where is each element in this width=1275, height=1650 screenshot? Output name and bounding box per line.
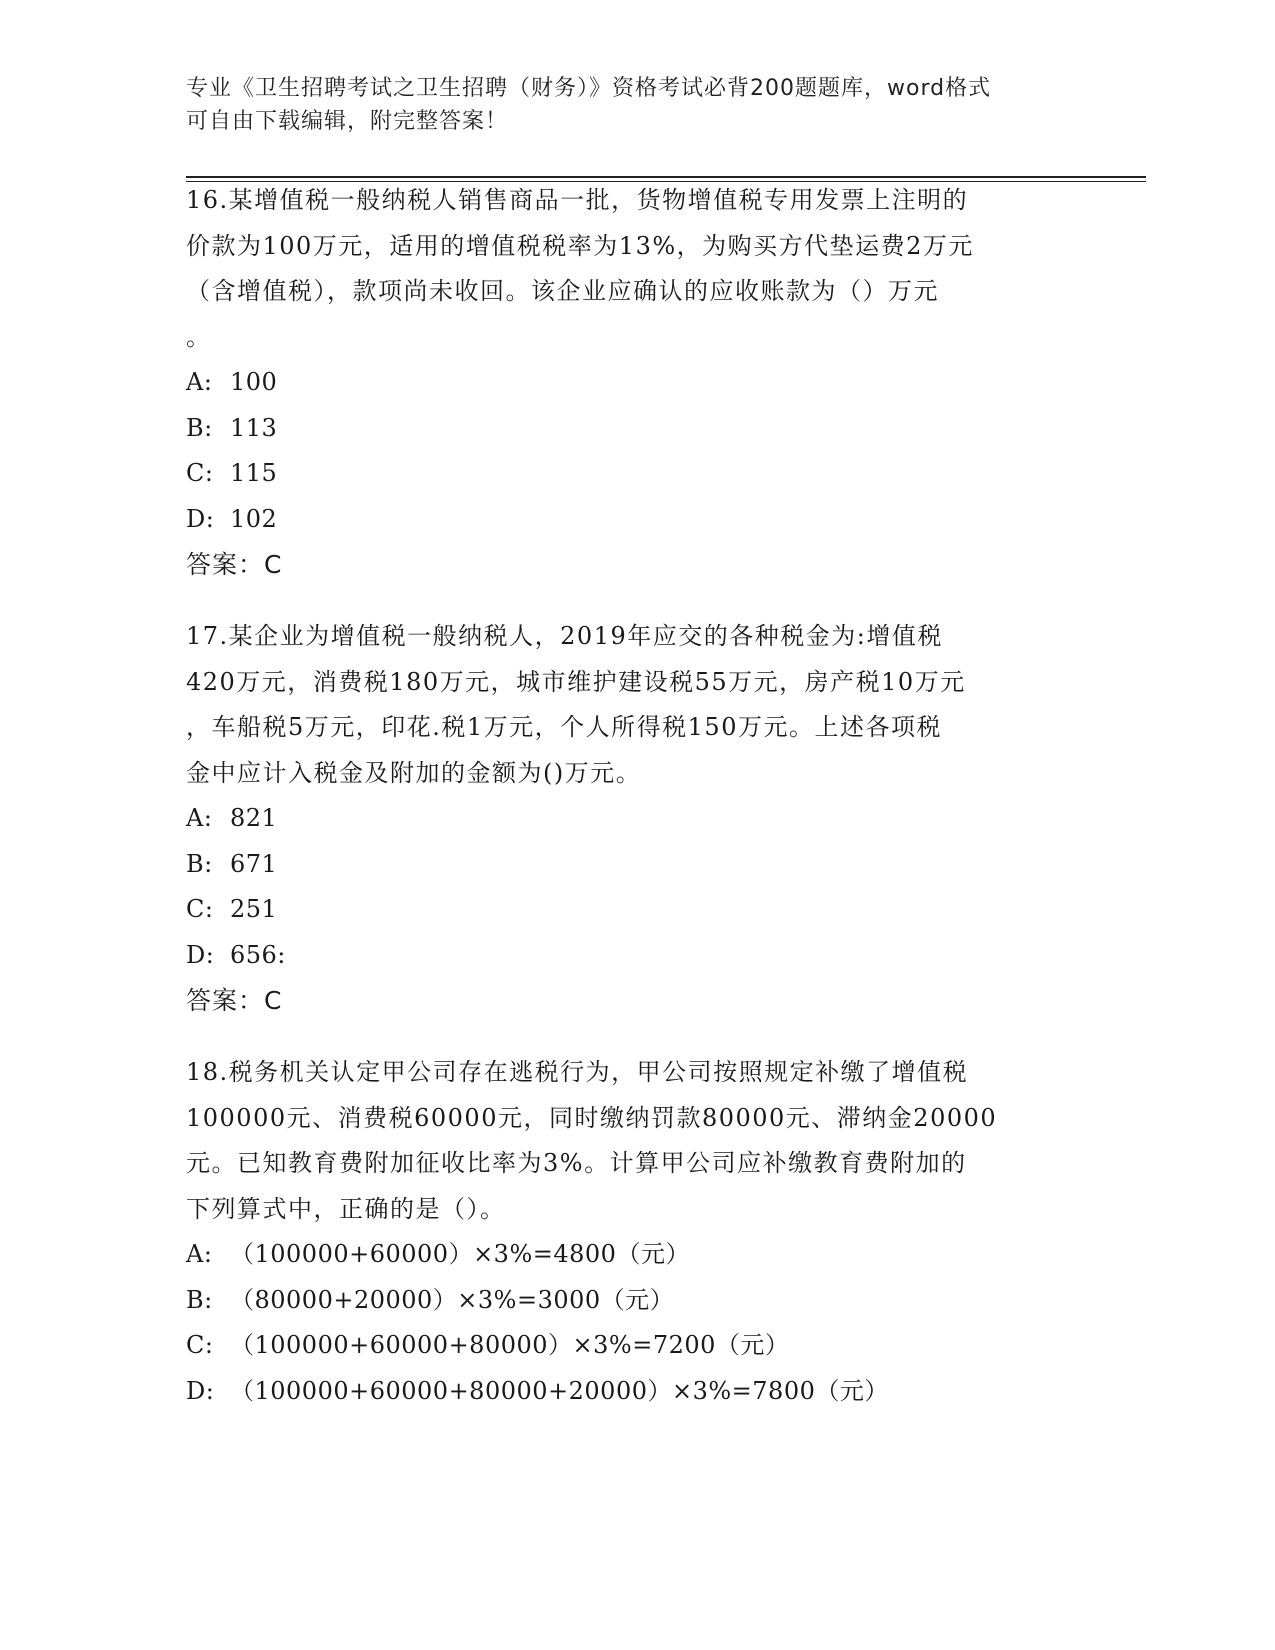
option-text: （100000+60000）×3%=4800（元） [230, 1240, 690, 1268]
option-text: （100000+60000+80000+20000）×3%=7800（元） [230, 1376, 889, 1405]
option-key: C: [186, 895, 214, 923]
stem-line: 100000元、消费税60000元，同时缴纳罚款80000元、滞纳金20000 [186, 1103, 998, 1132]
option-key: A: [186, 804, 213, 832]
option-key: B: [186, 849, 213, 878]
answer-line: 答案：C [186, 550, 283, 579]
stem-line: 下列算式中，正确的是（）。 [186, 1194, 506, 1223]
option-key: D: [186, 1376, 215, 1405]
header-line-2: 可自由下载编辑，附完整答案！ [186, 109, 509, 134]
question-stem [186, 1050, 1086, 1232]
document-header [186, 72, 1066, 138]
option-a [186, 1232, 1086, 1278]
option-d [186, 497, 1086, 543]
option-text: 671 [230, 849, 278, 878]
stem-line: 16.某增值税一般纳税人销售商品一批，货物增值税专用发票上注明的 [186, 186, 969, 214]
option-text: 113 [230, 413, 278, 442]
option-b [186, 842, 1086, 888]
option-c [186, 887, 1086, 933]
option-key: C: [186, 459, 214, 487]
option-d [186, 933, 1086, 979]
option-text: 656: [230, 940, 286, 969]
header-line-1: 专业《卫生招聘考试之卫生招聘（财务）》资格考试必背200题题库，word格式 [186, 76, 992, 101]
question-16 [186, 178, 1086, 588]
option-c [186, 1323, 1086, 1369]
option-b [186, 1278, 1086, 1324]
option-key: A: [186, 1240, 213, 1268]
question-18 [186, 1050, 1086, 1414]
option-key: B: [186, 413, 213, 442]
stem-line: 金中应计入税金及附加的金额为()万元。 [186, 758, 642, 787]
option-text: （100000+60000+80000）×3%=7200（元） [230, 1331, 790, 1359]
stem-line: 。 [186, 322, 212, 351]
stem-line: 18.税务机关认定甲公司存在逃税行为，甲公司按照规定补缴了增值税 [186, 1058, 969, 1086]
question-stem [186, 178, 1086, 360]
option-text: 102 [230, 504, 278, 533]
question-stem [186, 614, 1086, 796]
answer-line: 答案：C [186, 986, 283, 1015]
option-a [186, 360, 1086, 406]
option-key: A: [186, 368, 213, 396]
option-c [186, 451, 1086, 497]
option-text: 115 [230, 459, 278, 487]
option-key: D: [186, 504, 215, 533]
stem-line: ，车船税5万元，印花.税1万元，个人所得税150万元。上述各项税 [186, 713, 942, 741]
option-b [186, 406, 1086, 452]
stem-line: 价款为100万元，适用的增值税税率为13%，为购买方代垫运费2万元 [186, 231, 974, 260]
stem-line: 17.某企业为增值税一般纳税人，2019年应交的各种税金为:增值税 [186, 622, 943, 650]
option-text: （80000+20000）×3%=3000（元） [230, 1285, 675, 1314]
option-d [186, 1369, 1086, 1415]
stem-line: 420万元，消费税180万元，城市维护建设税55万元，房产税10万元 [186, 667, 966, 696]
option-key: D: [186, 940, 215, 969]
option-a [186, 796, 1086, 842]
option-key: B: [186, 1285, 213, 1314]
stem-line: 元。已知教育费附加征收比率为3%。计算甲公司应补缴教育费附加的 [186, 1149, 967, 1177]
option-key: C: [186, 1331, 214, 1359]
stem-line: （含增值税），款项尚未收回。该企业应确认的应收账款为（）万元 [186, 277, 939, 305]
option-text: 100 [230, 368, 278, 396]
option-text: 251 [230, 895, 278, 923]
option-text: 821 [230, 804, 278, 832]
question-17 [186, 614, 1086, 1024]
